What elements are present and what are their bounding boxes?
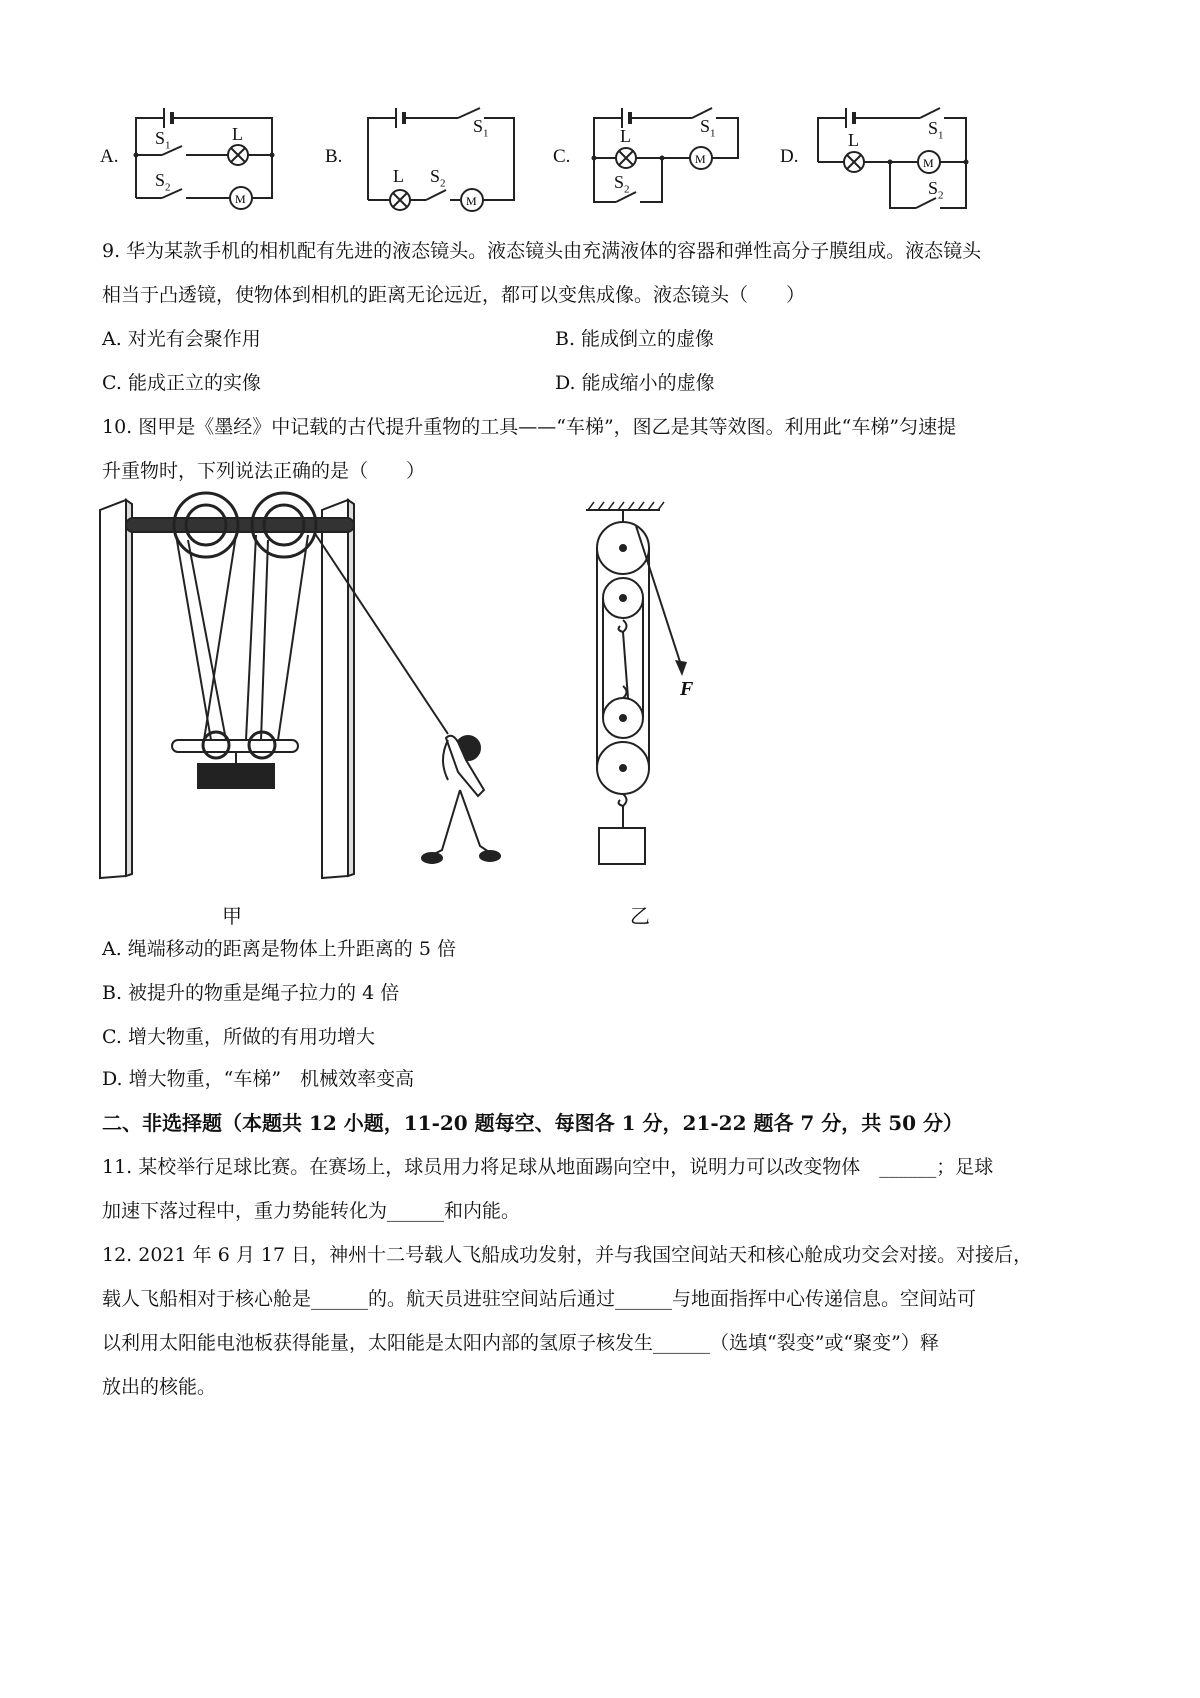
switch-s2-label: $S_2$ [155, 170, 171, 194]
q9-stem-line1: 9. 华为某款手机的相机配有先进的液态镜头。液态镜头由充满液体的容器和弹性高分子膜组成。液态镜头 [102, 240, 982, 262]
q9-option-b: B. 能成倒立的虚像 [555, 328, 715, 350]
q9-option-c: C. 能成正立的实像 [102, 372, 261, 394]
motor-symbol: M [923, 156, 934, 170]
circuit-diagram-b [362, 100, 532, 220]
q12-stem-line3: 以利用太阳能电池板获得能量，太阳能是太阳内部的氢原子核发生______（选填“裂变”或“聚变”）释 [102, 1332, 939, 1354]
circuit-diagram-a [130, 100, 290, 220]
figure-jia-caption: 甲 [222, 904, 242, 928]
q10-stem-line2: 升重物时，下列说法正确的是（ ） [102, 460, 426, 482]
q10-option-c: C. 增大物重，所做的有用功增大 [102, 1026, 375, 1048]
option-b-label: B. [325, 146, 343, 167]
motor-symbol: M [695, 152, 706, 166]
switch-s1-label: $S_1$ [155, 128, 171, 152]
circuit-diagram-c [588, 100, 748, 220]
switch-s2-label: $S_2$ [430, 166, 446, 190]
switch-s2-label: $S_2$ [614, 172, 630, 196]
q12-stem-line4: 放出的核能。 [102, 1376, 217, 1398]
section-2-heading: 二、非选择题（本题共 12 小题，11-20 题每空、每图各 1 分，21-22 题各 7 分，共 50 分） [102, 1111, 964, 1135]
switch-s2-label: $S_2$ [928, 178, 944, 202]
switch-s1-label: $S_1$ [928, 118, 944, 142]
lamp-l-label: L [393, 166, 404, 186]
switch-s1-label: $S_1$ [700, 116, 716, 140]
q12-stem-line2: 载人飞船相对于核心舱是______的。航天员进驻空间站后通过______与地面指挥中心传递信息。空间站可 [102, 1288, 977, 1310]
option-a-label: A. [100, 146, 119, 167]
q9-option-a: A. 对光有会聚作用 [102, 328, 261, 350]
q10-stem-line1: 10. 图甲是《墨经》中记载的古代提升重物的工具——“车梯”，图乙是其等效图。利用此“车梯”匀速提 [102, 416, 957, 438]
q9-option-d: D. 能成缩小的虚像 [555, 372, 715, 394]
q11-stem-line2: 加速下落过程中，重力势能转化为______和内能。 [102, 1200, 521, 1222]
q10-option-d: D. 增大物重，“车梯” 机械效率变高 [102, 1068, 415, 1090]
figure-jia-cheti-illustration [96, 490, 516, 890]
circuit-diagram-d [812, 100, 982, 220]
switch-s1-label: $S_1$ [473, 116, 489, 140]
figure-yi-pulley-diagram [576, 500, 716, 870]
lamp-l-label: L [232, 124, 243, 144]
motor-symbol: M [466, 194, 477, 208]
force-f-label: F [680, 678, 694, 700]
figure-yi-caption: 乙 [630, 904, 650, 928]
q10-option-b: B. 被提升的物重是绳子拉力的 4 倍 [102, 982, 400, 1004]
lamp-l-label: L [848, 130, 859, 150]
q12-stem-line1: 12. 2021 年 6 月 17 日，神州十二号载人飞船成功发射，并与我国空间站天和核心舱成功交会对接。对接后， [102, 1244, 1033, 1266]
option-d-label: D. [780, 146, 799, 167]
option-c-label: C. [553, 146, 571, 167]
lamp-l-label: L [620, 126, 631, 146]
q11-stem-line1: 11. 某校举行足球比赛。在赛场上，球员用力将足球从地面踢向空中，说明力可以改变物体 ______；足球 [102, 1156, 994, 1178]
motor-symbol: M [235, 192, 246, 206]
q9-stem-line2: 相当于凸透镜，使物体到相机的距离无论远近，都可以变焦成像。液态镜头（ ） [102, 284, 806, 306]
q10-option-a: A. 绳端移动的距离是物体上升距离的 5 倍 [102, 938, 456, 960]
